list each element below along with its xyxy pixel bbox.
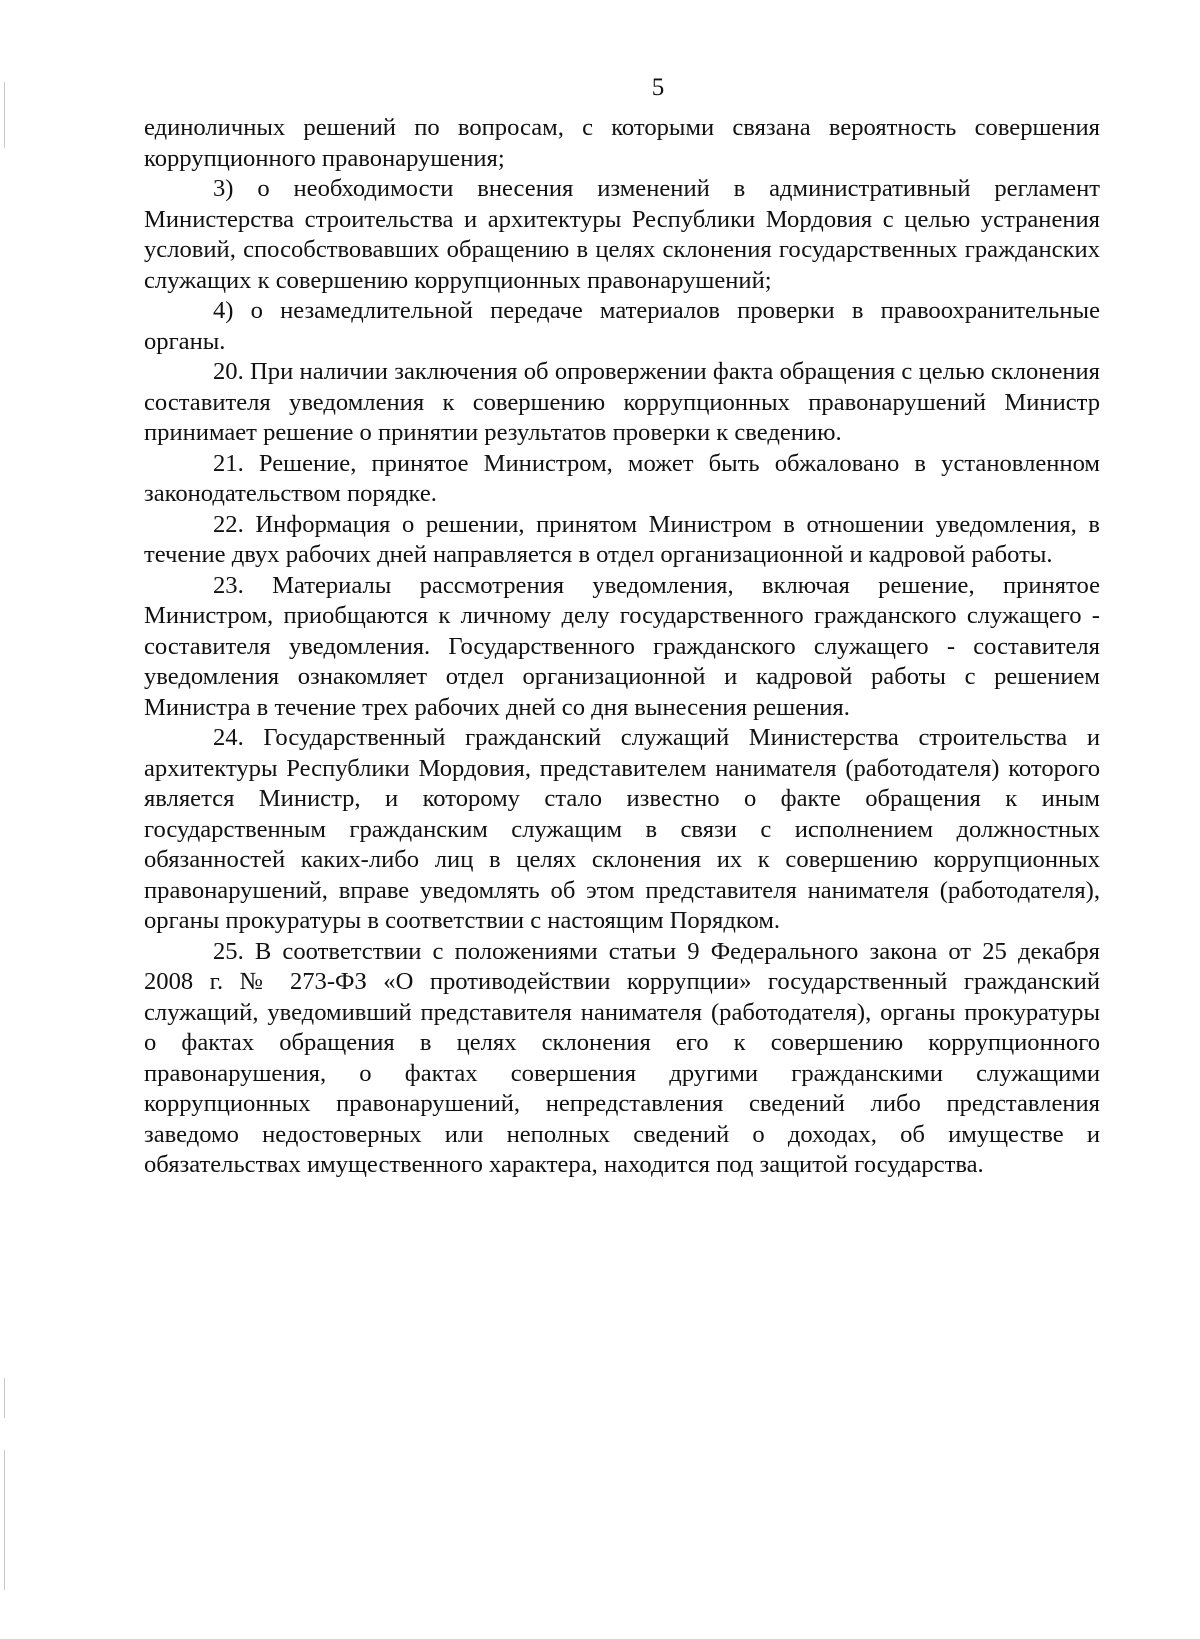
scan-edge-mark: [4, 1378, 5, 1418]
paragraph-clause-20: 20. При наличии заключения об опровержении факта обращения с целью склонения составителя уведомления к совершению коррупционных правонарушений Министр принимает решение о принятии результатов проверки к сведению.: [144, 358, 1100, 446]
page-number: 5: [651, 74, 665, 101]
paragraph-clause-21: 21. Решение, принятое Министром, может быть обжаловано в установленном законодательством порядке.: [144, 449, 1100, 507]
scan-edge-mark: [4, 1450, 5, 1590]
paragraph-item-3: 3) о необходимости внесения изменений в административный регламент Министерства строительства и архитектуры Республики Мордовия с целью устранения условий, способствовавших обращению в целях склонения государственных гражданских служащих к совершению коррупционных правонарушений;: [144, 175, 1100, 294]
paragraph-continuation: единоличных решений по вопросам, с которыми связана вероятность совершения коррупционного правонарушения;: [144, 114, 1100, 172]
paragraph-item-4: 4) о незамедлительной передаче материалов проверки в правоохранительные органы.: [144, 297, 1100, 355]
paragraph-clause-22: 22. Информация о решении, принятом Министром в отношении уведомления, в течение двух рабочих дней направляется в отдел организационной и кадровой работы.: [144, 510, 1100, 568]
paragraph-clause-24: 24. Государственный гражданский служащий Министерства строительства и архитектуры Республики Мордовия, представителем нанимателя (работодателя) которого является Министр, и которому стало известно о факте обращения к иным государственным гражданским служащим в связи с исполнением должностных обязанностей каких-либо лиц в целях склонения их к совершению коррупционных правонарушений, вправе уведомлять об этом представителя нанимателя (работодателя), органы прокуратуры в соответствии с настоящим Порядком.: [144, 724, 1100, 934]
document-body: [144, 113, 1100, 1181]
paragraph-clause-25: 25. В соответствии с положениями статьи 9 Федерального закона от 25 декабря 2008 г. № 273-ФЗ «О противодействии коррупции» государственный гражданский служащий, уведомивший представителя нанимателя (работодателя), органы прокуратуры о фактах обращения в целях склонения его к совершению коррупционного правонарушения, о фактах совершения другими гражданскими служащими коррупционных правонарушений, непредставления сведений либо представления заведомо недостоверных или неполных сведений о доходах, об имуществе и обязательствах имущественного характера, находится под защитой государства.: [144, 937, 1100, 1178]
paragraph-clause-23: 23. Материалы рассмотрения уведомления, включая решение, принятое Министром, приобщаются к личному делу государственного гражданского служащего - составителя уведомления. Государственного гражданского служащего - составителя уведомления ознакомляет отдел организационной и кадровой работы с решением Министра в течение трех рабочих дней со дня вынесения решения.: [144, 571, 1100, 721]
scan-edge-mark: [4, 82, 5, 148]
